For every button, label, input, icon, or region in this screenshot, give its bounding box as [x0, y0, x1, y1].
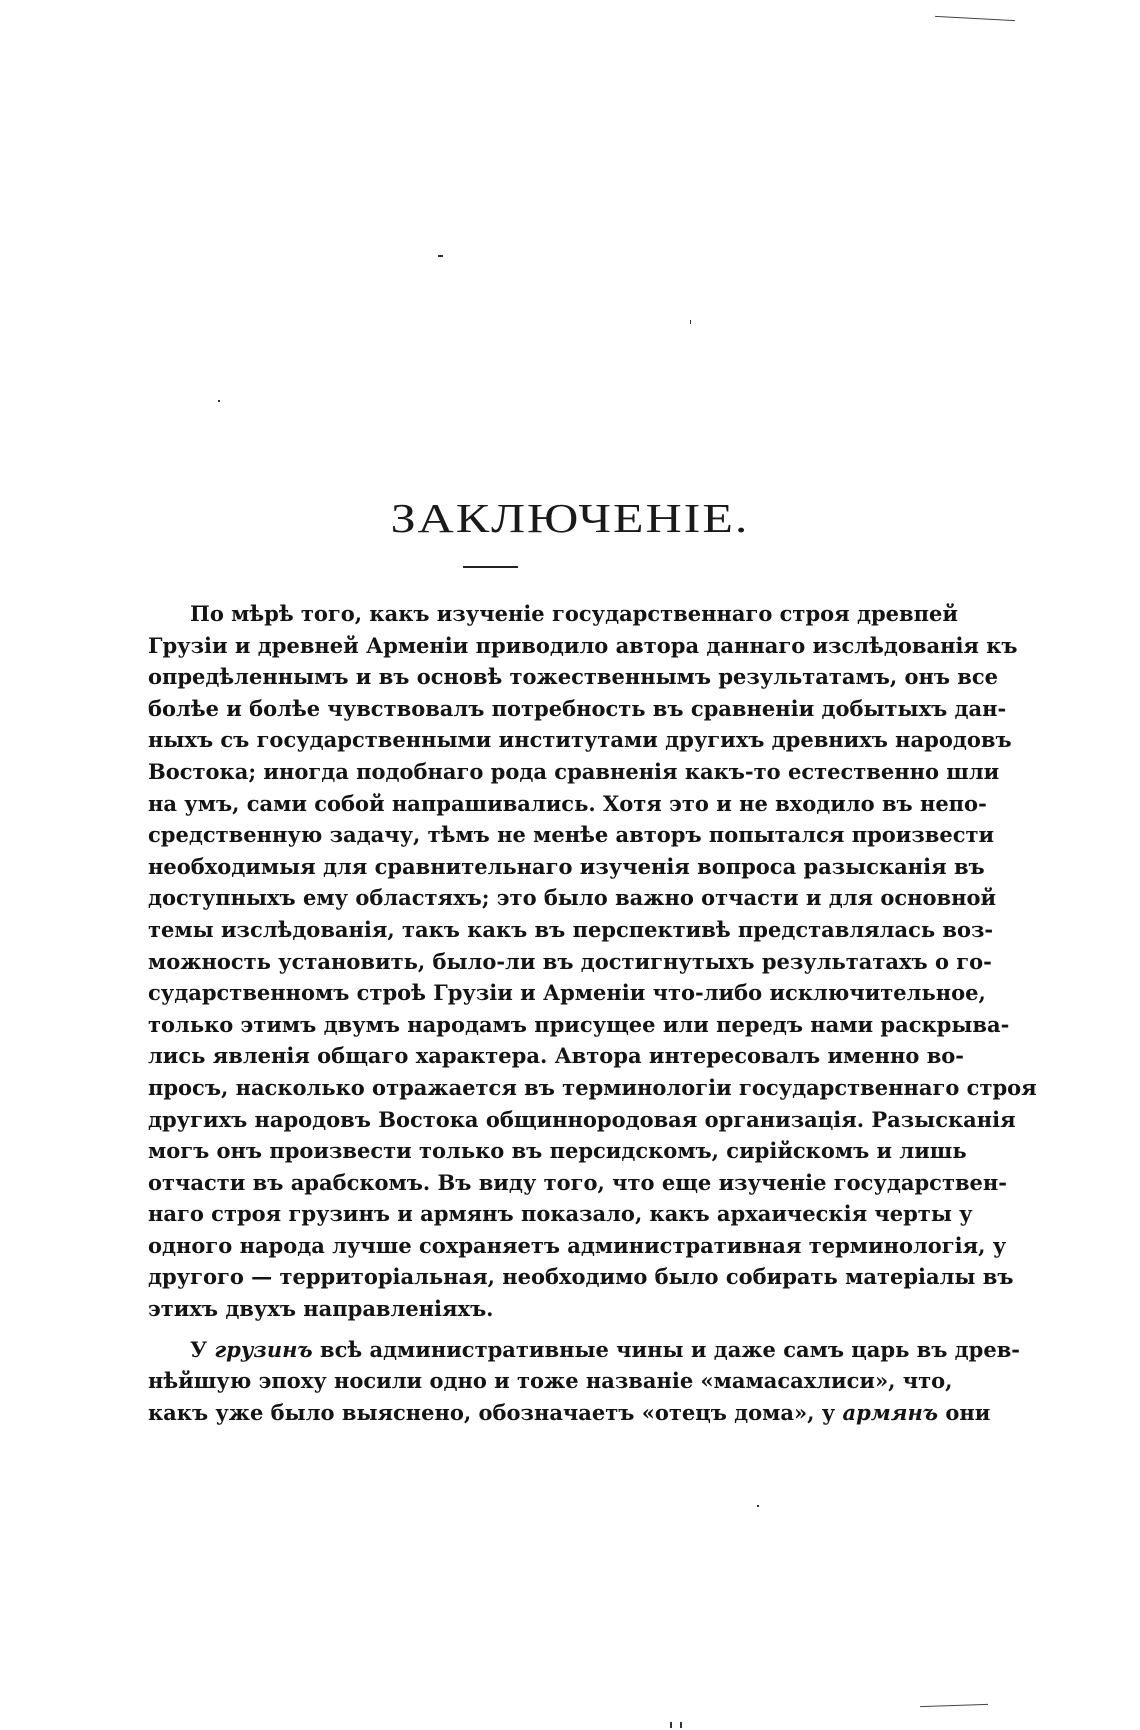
paragraph-gap — [148, 1325, 853, 1334]
scan-speck — [680, 1722, 682, 1728]
text-line: просъ, насколько отражается въ терминологіи государственнаго строя — [148, 1074, 1037, 1100]
text-line: необходимыя для сравнительнаго изученія вопроса разысканія въ — [148, 853, 985, 879]
text-line: темы изслѣдованія, такъ какъ въ перспективѣ представлялась воз- — [148, 916, 994, 942]
text-run: какъ уже было выяснено, обозначаетъ «отецъ дома», у — [148, 1399, 843, 1425]
text-line: Грузіи и древней Арменіи приводило автора даннаго изслѣдованія къ — [148, 632, 1018, 658]
text-line: отчасти въ арабскомъ. Въ виду того, что еще изученіе государствен- — [148, 1169, 1007, 1195]
text-line: опредѣленнымъ и въ основѣ тожественнымъ результатамъ, онъ все — [148, 664, 999, 690]
page-title: ЗАКЛЮЧЕНІЕ. — [390, 495, 750, 541]
paragraph — [148, 1334, 1020, 1429]
text-run: всѣ административные чины и даже самъ царь въ древ- — [312, 1336, 1020, 1362]
text-line: другихъ народовъ Востока общиннородовая организація. Разысканія — [148, 1106, 1016, 1132]
title-divider — [463, 566, 518, 568]
text-line: можность установить, было-ли въ достигнутыхъ результатахъ о го- — [148, 948, 992, 974]
text-line: ныхъ съ государственными институтами другихъ древнихъ народовъ — [148, 727, 1012, 753]
text-run: они — [938, 1399, 991, 1425]
text-line — [148, 1397, 991, 1429]
scan-speck — [670, 1722, 672, 1728]
scan-speck — [690, 320, 691, 324]
text-line: сударственномъ строѣ Грузіи и Арменіи что-либо исключительное, — [148, 980, 986, 1006]
text-line: другого — территоріальная, необходимо было собирать матеріалы въ — [148, 1264, 1014, 1290]
emphasis-text: армянъ — [842, 1399, 939, 1425]
scan-artifact-top-right — [935, 16, 1015, 21]
text-line: Востока; иногда подобнаго рода сравненія какъ-то естественно шли — [148, 758, 1000, 784]
text-line: болѣе и болѣе чувствовалъ потребность въ сравненіи добытыхъ дан- — [148, 695, 1007, 721]
emphasis-text: грузинъ — [214, 1336, 313, 1362]
scan-speck — [757, 1505, 759, 1507]
text-line: этихъ двухъ направленіяхъ. — [148, 1296, 494, 1322]
text-run: У — [190, 1336, 215, 1362]
text-line: могъ онъ произвести только въ персидскомъ, сирійскомъ и лишь — [148, 1138, 967, 1164]
text-line: средственную задачу, тѣмъ не менѣе авторъ попытался произвести — [148, 822, 995, 848]
text-line: По мѣрѣ того, какъ изученіе государственнаго строя древпей — [190, 601, 958, 626]
body-text — [148, 598, 1037, 1428]
text-line — [148, 1334, 1020, 1366]
text-line: на умъ, сами собой напрашивались. Хотя это и не входило въ непо- — [148, 790, 987, 816]
text-line: наго строя грузинъ и армянъ показало, какъ архаическія черты у — [148, 1201, 973, 1227]
text-line: лись явленія общаго характера. Автора интересовалъ именно во- — [148, 1043, 965, 1069]
text-line: доступныхъ ему областяхъ; это было важно отчасти и для основной — [148, 885, 997, 911]
text-line: нѣйшую эпоху носили одно и тоже названіе «мамасахлиси», что, — [148, 1368, 953, 1394]
scan-speck — [218, 400, 220, 402]
scan-artifact-bottom-right — [920, 1704, 988, 1707]
text-line: одного народа лучше сохраняетъ административная терминологія, у — [148, 1232, 1007, 1258]
text-line: только этимъ двумъ народамъ присущее или передъ нами раскрыва- — [148, 1011, 1010, 1037]
scan-speck — [438, 255, 443, 257]
paragraph — [148, 598, 1037, 1325]
